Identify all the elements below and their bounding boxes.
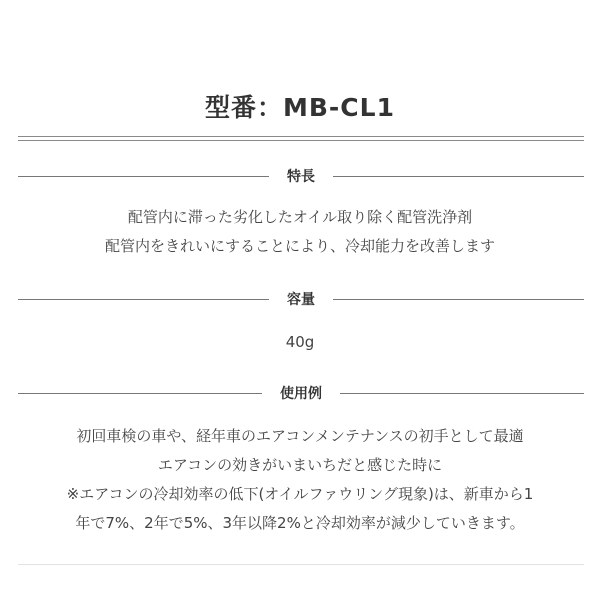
section-body-capacity: [0, 328, 600, 357]
feature-line: 配管内をきれいにすることにより、冷却能力を改善します: [104, 237, 495, 255]
title-divider: [18, 136, 584, 141]
usage-line: ※エアコンの冷却効率の低下(オイルファウリング現象)は、新車から1: [66, 485, 534, 503]
usage-line: 初回車検の車や、経年車のエアコンメンテナンスの初手として最適: [76, 427, 524, 445]
divider-left: [18, 393, 262, 394]
section-title-usage: 使用例: [280, 386, 322, 402]
divider-right: [333, 299, 584, 300]
divider-left: [18, 299, 269, 300]
section-header-capacity: [18, 287, 584, 311]
bottom-divider: [18, 564, 584, 565]
section-title-capacity: 容量: [287, 292, 315, 308]
usage-line: エアコンの効きがいまいちだと感じた時に: [157, 456, 443, 474]
feature-line: 配管内に滞った劣化したオイル取り除く配管洗浄剤: [127, 208, 473, 226]
divider-left: [18, 176, 269, 177]
model-title: 型番：MB-CL1: [205, 93, 395, 122]
capacity-value: 40g: [285, 333, 315, 351]
divider-right: [333, 176, 584, 177]
section-title-features: 特長: [287, 169, 315, 185]
section-body-features: [0, 203, 600, 261]
section-body-usage: [0, 422, 600, 538]
usage-line: 年で7%、2年で5%、3年以降2%と冷却効率が減少していきます。: [75, 514, 525, 532]
divider-right: [340, 393, 584, 394]
section-header-usage: [18, 381, 584, 405]
section-header-features: [18, 164, 584, 188]
